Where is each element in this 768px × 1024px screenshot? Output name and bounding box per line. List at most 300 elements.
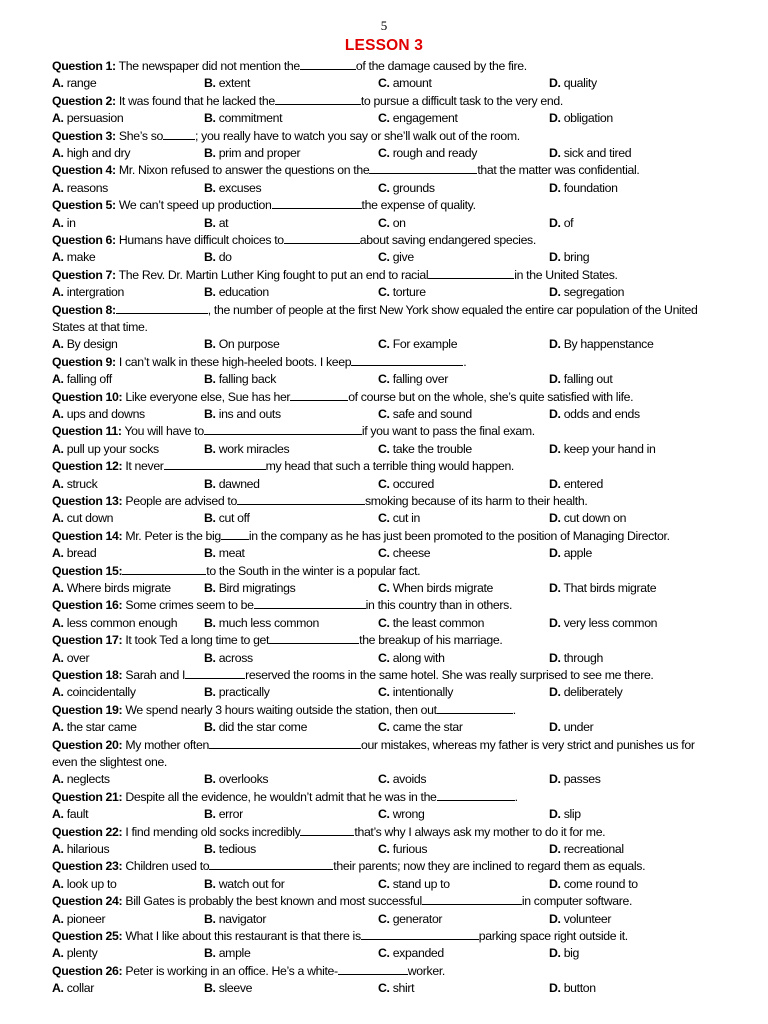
option-d <box>549 371 612 388</box>
question-text-before: People are advised to <box>122 493 237 508</box>
option-text: bread <box>66 546 97 561</box>
answer-blank <box>209 858 333 870</box>
question-label: Question 25: <box>52 928 123 943</box>
option-text: at <box>218 215 229 230</box>
option-text: On purpose <box>218 337 280 352</box>
answer-blank <box>284 232 360 244</box>
option-text: torture <box>392 285 426 300</box>
option-b <box>204 476 260 493</box>
option-letter: B. <box>204 772 216 787</box>
option-letter: C. <box>378 685 390 700</box>
option-letter: D. <box>549 981 561 996</box>
answer-blank <box>290 389 348 401</box>
options-row <box>52 806 722 823</box>
option-text: bring <box>563 250 590 265</box>
question-text-before: The Rev. Dr. Martin Luther King fought to put an end to racial <box>115 267 429 282</box>
question-text-before: Humans have difficult choices to <box>115 232 284 247</box>
option-text: cheese <box>392 546 431 561</box>
option-text: overlooks <box>218 772 269 787</box>
question-text-after: of course but on the whole, she’s quite satisfied with life. <box>348 389 634 404</box>
option-letter: D. <box>549 215 561 230</box>
option-a <box>52 580 171 597</box>
option-letter: A. <box>52 685 64 700</box>
option-text: When birds migrate <box>392 580 494 595</box>
option-a <box>52 806 88 823</box>
question-stem <box>52 789 722 806</box>
options-row <box>52 371 722 388</box>
option-text: plenty <box>66 946 98 961</box>
option-d <box>549 650 603 667</box>
option-text: For example <box>392 337 458 352</box>
option-b <box>204 650 253 667</box>
option-c <box>378 806 424 823</box>
option-letter: A. <box>52 337 64 352</box>
option-b <box>204 684 270 701</box>
option-a <box>52 615 177 632</box>
options-row <box>52 980 722 997</box>
question-text-before: My mother often <box>122 737 209 752</box>
question-stem <box>52 493 722 510</box>
question-text-before: The newspaper did not mention the <box>115 59 300 73</box>
question-label: Question 6: <box>52 232 116 247</box>
option-text: much less common <box>218 615 320 630</box>
option-letter: B. <box>204 511 216 526</box>
option-letter: D. <box>549 772 561 787</box>
question-label: Question 1: <box>52 59 116 73</box>
option-letter: A. <box>52 772 64 787</box>
question-label: Question 21: <box>52 789 123 804</box>
option-d <box>549 510 626 527</box>
question-text-before: It was found that he lacked the <box>115 93 275 108</box>
answer-blank <box>428 267 514 279</box>
option-b <box>204 580 295 597</box>
option-letter: D. <box>549 685 561 700</box>
option-letter: A. <box>52 180 64 195</box>
option-d <box>549 684 622 701</box>
question-text-before: I find mending old socks incredibly <box>122 824 301 839</box>
option-c <box>378 510 420 527</box>
question-label: Question 9: <box>52 354 116 369</box>
option-text: button <box>563 981 596 996</box>
question-text-after: their parents; now they are inclined to regard them as equals. <box>333 859 646 874</box>
option-letter: C. <box>378 946 390 961</box>
question-stem <box>52 302 722 337</box>
option-text: entered <box>563 476 603 491</box>
option-b <box>204 336 279 353</box>
option-letter: A. <box>52 111 64 126</box>
question-text-after: . <box>463 354 467 369</box>
question-text-after: the breakup of his marriage. <box>359 633 503 648</box>
option-text: By happenstance <box>563 337 654 352</box>
option-d <box>549 336 653 353</box>
option-text: Bird migratings <box>218 580 296 595</box>
option-text: struck <box>66 476 98 491</box>
question-stem <box>52 824 722 841</box>
option-letter: D. <box>549 337 561 352</box>
option-b <box>204 911 266 928</box>
question-text-after: the expense of quality. <box>361 198 476 213</box>
option-c <box>378 249 414 266</box>
option-letter: B. <box>204 911 216 926</box>
option-text: pioneer <box>66 911 106 926</box>
option-letter: D. <box>549 441 561 456</box>
option-letter: A. <box>52 876 64 891</box>
option-a <box>52 771 110 788</box>
option-letter: C. <box>378 441 390 456</box>
option-letter: D. <box>549 372 561 387</box>
option-text: cut down on <box>563 511 627 526</box>
question-label: Question 10: <box>52 389 123 404</box>
question-text-after: that’s why I always ask my mother to do it for me. <box>354 824 606 839</box>
answer-blank <box>204 423 362 435</box>
option-letter: A. <box>52 946 64 961</box>
option-text: recreational <box>563 841 624 856</box>
option-b <box>204 75 250 92</box>
option-d <box>549 876 638 893</box>
answer-blank <box>122 563 206 575</box>
option-text: intergration <box>66 285 125 300</box>
question-label: Question 18: <box>52 667 123 682</box>
option-a <box>52 110 123 127</box>
option-c <box>378 75 432 92</box>
option-a <box>52 911 105 928</box>
question-label: Question 22: <box>52 824 123 839</box>
question-label: Question 7: <box>52 267 116 282</box>
option-d <box>549 180 618 197</box>
question-text-before: It took Ted a long time to get <box>122 633 270 648</box>
answer-blank <box>300 58 356 70</box>
option-d <box>549 110 613 127</box>
option-d <box>549 249 589 266</box>
question-text-after: about saving endangered species. <box>359 232 536 247</box>
option-letter: C. <box>378 111 390 126</box>
option-letter: C. <box>378 720 390 735</box>
option-letter: C. <box>378 146 390 160</box>
option-letter: B. <box>204 337 216 352</box>
option-letter: C. <box>378 337 390 352</box>
option-letter: A. <box>52 441 64 456</box>
option-letter: B. <box>204 285 216 300</box>
option-text: deliberately <box>563 685 623 700</box>
options-row <box>52 945 722 962</box>
option-c <box>378 441 472 458</box>
option-letter: B. <box>204 876 216 891</box>
option-letter: D. <box>549 911 561 926</box>
question-text-after: . <box>514 789 518 804</box>
option-d <box>549 406 640 423</box>
option-c <box>378 476 434 493</box>
option-letter: B. <box>204 250 216 265</box>
option-text: coincidentally <box>66 685 136 700</box>
option-text: reasons <box>66 180 108 195</box>
option-text: range <box>66 76 97 91</box>
option-c <box>378 841 427 858</box>
option-text: cut down <box>66 511 114 526</box>
option-d <box>549 284 624 301</box>
answer-blank <box>369 162 477 174</box>
option-c <box>378 980 414 997</box>
option-b <box>204 215 228 232</box>
option-a <box>52 336 118 353</box>
option-letter: A. <box>52 372 64 387</box>
options-row <box>52 545 722 562</box>
option-letter: A. <box>52 406 64 421</box>
option-text: stand up to <box>392 876 450 891</box>
option-d <box>549 980 596 997</box>
question-text-before: I can’t walk in these high-heeled boots. I keep <box>115 354 352 369</box>
option-letter: D. <box>549 511 561 526</box>
option-text: came the star <box>392 720 463 735</box>
question-text-before: What I like about this restaurant is that there is <box>122 928 361 943</box>
option-a <box>52 945 97 962</box>
option-text: quality <box>563 76 597 91</box>
option-text: falling off <box>66 372 112 387</box>
options-row <box>52 441 722 458</box>
option-d <box>549 145 631 162</box>
option-b <box>204 249 232 266</box>
option-text: less common enough <box>66 615 178 630</box>
option-letter: C. <box>378 981 390 996</box>
answer-blank <box>437 702 513 714</box>
option-d <box>549 215 573 232</box>
question-text-before: Mr. Peter is the big <box>122 528 221 543</box>
question-label: Question 24: <box>52 894 123 909</box>
question-text-after: smoking because of its harm to their health. <box>364 493 588 508</box>
option-d <box>549 75 597 92</box>
option-letter: B. <box>204 76 216 91</box>
option-b <box>204 110 282 127</box>
option-b <box>204 441 289 458</box>
question-label: Question 4: <box>52 163 116 178</box>
option-letter: C. <box>378 285 390 300</box>
option-text: occured <box>392 476 434 491</box>
option-letter: B. <box>204 841 216 856</box>
question-text-before: It never <box>122 459 164 474</box>
question-text-before: Sarah and I <box>122 667 186 682</box>
option-text: do <box>218 250 232 265</box>
options-row <box>52 841 722 858</box>
option-text: excuses <box>218 180 262 195</box>
option-c <box>378 545 430 562</box>
option-letter: A. <box>52 720 64 735</box>
options-row <box>52 719 722 736</box>
option-text: That birds migrate <box>563 580 657 595</box>
option-text: across <box>218 650 253 665</box>
option-text: collar <box>66 981 94 996</box>
option-c <box>378 336 457 353</box>
question-stem <box>52 737 722 772</box>
option-text: apple <box>563 546 593 561</box>
option-text: commitment <box>218 111 283 126</box>
question-label: Question 11: <box>52 424 122 439</box>
option-letter: D. <box>549 76 561 91</box>
option-d <box>549 719 593 736</box>
option-d <box>549 771 601 788</box>
option-letter: C. <box>378 807 390 822</box>
option-letter: A. <box>52 250 64 265</box>
answer-blank <box>300 824 354 836</box>
option-letter: A. <box>52 511 64 526</box>
option-b <box>204 371 276 388</box>
option-b <box>204 945 250 962</box>
answer-blank <box>351 354 463 366</box>
options-row <box>52 911 722 928</box>
question-stem <box>52 667 722 684</box>
option-letter: B. <box>204 180 216 195</box>
question-stem <box>52 528 722 545</box>
option-text: cut off <box>218 511 250 526</box>
option-text: cut in <box>392 511 420 526</box>
option-a <box>52 841 109 858</box>
question-label: Question 16: <box>52 598 123 613</box>
option-b <box>204 771 268 788</box>
option-letter: B. <box>204 146 216 160</box>
option-c <box>378 284 426 301</box>
option-letter: D. <box>549 580 561 595</box>
option-letter: B. <box>204 807 216 822</box>
option-text: through <box>563 650 603 665</box>
option-letter: C. <box>378 215 390 230</box>
option-text: ups and downs <box>66 406 145 421</box>
option-b <box>204 510 250 527</box>
question-text-before: She’s so <box>115 128 164 143</box>
question-stem <box>52 597 722 614</box>
option-text: pull up your socks <box>66 441 159 456</box>
option-a <box>52 215 76 232</box>
option-text: big <box>563 946 580 961</box>
option-letter: B. <box>204 720 216 735</box>
page-number: 5 <box>380 18 388 33</box>
option-a <box>52 406 145 423</box>
question-label: Question 20: <box>52 737 123 752</box>
option-a <box>52 284 124 301</box>
question-text-after: our mistakes, whereas my father is very strict and punishes us for even the slightest one. <box>52 737 695 769</box>
question-text-after: worker. <box>407 963 445 978</box>
option-letter: A. <box>52 476 64 491</box>
option-text: furious <box>392 841 428 856</box>
option-d <box>549 911 611 928</box>
question-text-after: to the South in the winter is a popular fact. <box>206 563 421 578</box>
question-text-after: of the damage caused by the fire. <box>355 59 527 73</box>
options-row <box>52 249 722 266</box>
option-letter: B. <box>204 476 216 491</box>
option-b <box>204 406 281 423</box>
option-text: the star came <box>66 720 137 735</box>
option-text: amount <box>392 76 432 91</box>
option-letter: D. <box>549 650 561 665</box>
options-row <box>52 510 722 527</box>
answer-blank <box>164 458 266 470</box>
option-letter: C. <box>378 180 390 195</box>
question-text-before: Peter is working in an office. He’s a white- <box>122 963 338 978</box>
question-label: Question 13: <box>52 493 123 508</box>
option-text: obligation <box>563 111 613 126</box>
question-stem <box>52 858 722 875</box>
option-letter: C. <box>378 511 390 526</box>
option-text: on <box>392 215 406 230</box>
option-text: fault <box>66 807 89 822</box>
question-text-after: my head that such a terrible thing would happen. <box>265 459 514 474</box>
option-text: shirt <box>392 981 415 996</box>
option-letter: A. <box>52 981 64 996</box>
question-text-before: Mr. Nixon refused to answer the questions on the <box>115 163 370 178</box>
option-a <box>52 75 96 92</box>
question-stem <box>52 389 722 406</box>
option-text: By design <box>66 337 118 352</box>
options-row <box>52 771 722 788</box>
question-stem <box>52 632 722 649</box>
option-text: sleeve <box>218 981 253 996</box>
option-letter: B. <box>204 685 216 700</box>
question-text-after: reserved the rooms in the same hotel. She was really surprised to see me there. <box>245 667 654 682</box>
option-letter: A. <box>52 580 64 595</box>
option-letter: B. <box>204 946 216 961</box>
question-stem <box>52 963 722 980</box>
option-c <box>378 945 444 962</box>
option-text: ins and outs <box>218 406 281 421</box>
question-text-before: Some crimes seem to be <box>122 598 254 613</box>
option-letter: A. <box>52 285 64 300</box>
option-text: Where birds migrate <box>66 580 171 595</box>
question-stem <box>52 458 722 475</box>
option-letter: B. <box>204 111 216 126</box>
option-c <box>378 719 463 736</box>
option-letter: D. <box>549 180 561 195</box>
option-c <box>378 406 472 423</box>
option-text: extent <box>218 76 251 91</box>
option-letter: C. <box>378 615 390 630</box>
answer-blank <box>116 302 208 314</box>
option-letter: A. <box>52 146 64 160</box>
option-letter: C. <box>378 406 390 421</box>
answer-blank <box>361 928 479 940</box>
question-stem <box>52 128 722 145</box>
question-text-before: We can’t speed up production <box>115 198 272 213</box>
option-text: take the trouble <box>392 441 472 456</box>
option-c <box>378 215 406 232</box>
question-label: Question 5: <box>52 198 116 213</box>
option-text: sick and tired <box>563 146 632 160</box>
option-letter: A. <box>52 841 64 856</box>
option-text: volunteer <box>563 911 612 926</box>
option-text: hilarious <box>66 841 110 856</box>
option-text: persuasion <box>66 111 124 126</box>
question-label: Question 8: <box>52 302 116 317</box>
option-letter: B. <box>204 546 216 561</box>
option-text: safe and sound <box>392 406 472 421</box>
question-label: Question 14: <box>52 528 123 543</box>
option-text: tedious <box>218 841 256 856</box>
option-text: generator <box>392 911 443 926</box>
options-row <box>52 476 722 493</box>
option-letter: A. <box>52 76 64 91</box>
option-text: look up to <box>66 876 117 891</box>
option-text: passes <box>563 772 601 787</box>
option-b <box>204 806 243 823</box>
question-text-after: in the company as he has just been promoted to the position of Managing Director. <box>248 528 670 543</box>
question-text-before: Children used to <box>122 859 210 874</box>
options-row <box>52 110 722 127</box>
question-text-after: , the number of people at the first New York show equaled the entire car population of the United States at that time. <box>52 302 698 334</box>
option-c <box>378 876 450 893</box>
option-letter: A. <box>52 807 64 822</box>
options-row <box>52 336 722 353</box>
question-label: Question 15: <box>52 563 123 578</box>
question-text-after: ; you really have to watch you say or she’ll walk out of the room. <box>195 128 520 143</box>
option-letter: C. <box>378 650 390 665</box>
question-text-after: in this country than in others. <box>365 598 513 613</box>
option-text: make <box>66 250 96 265</box>
